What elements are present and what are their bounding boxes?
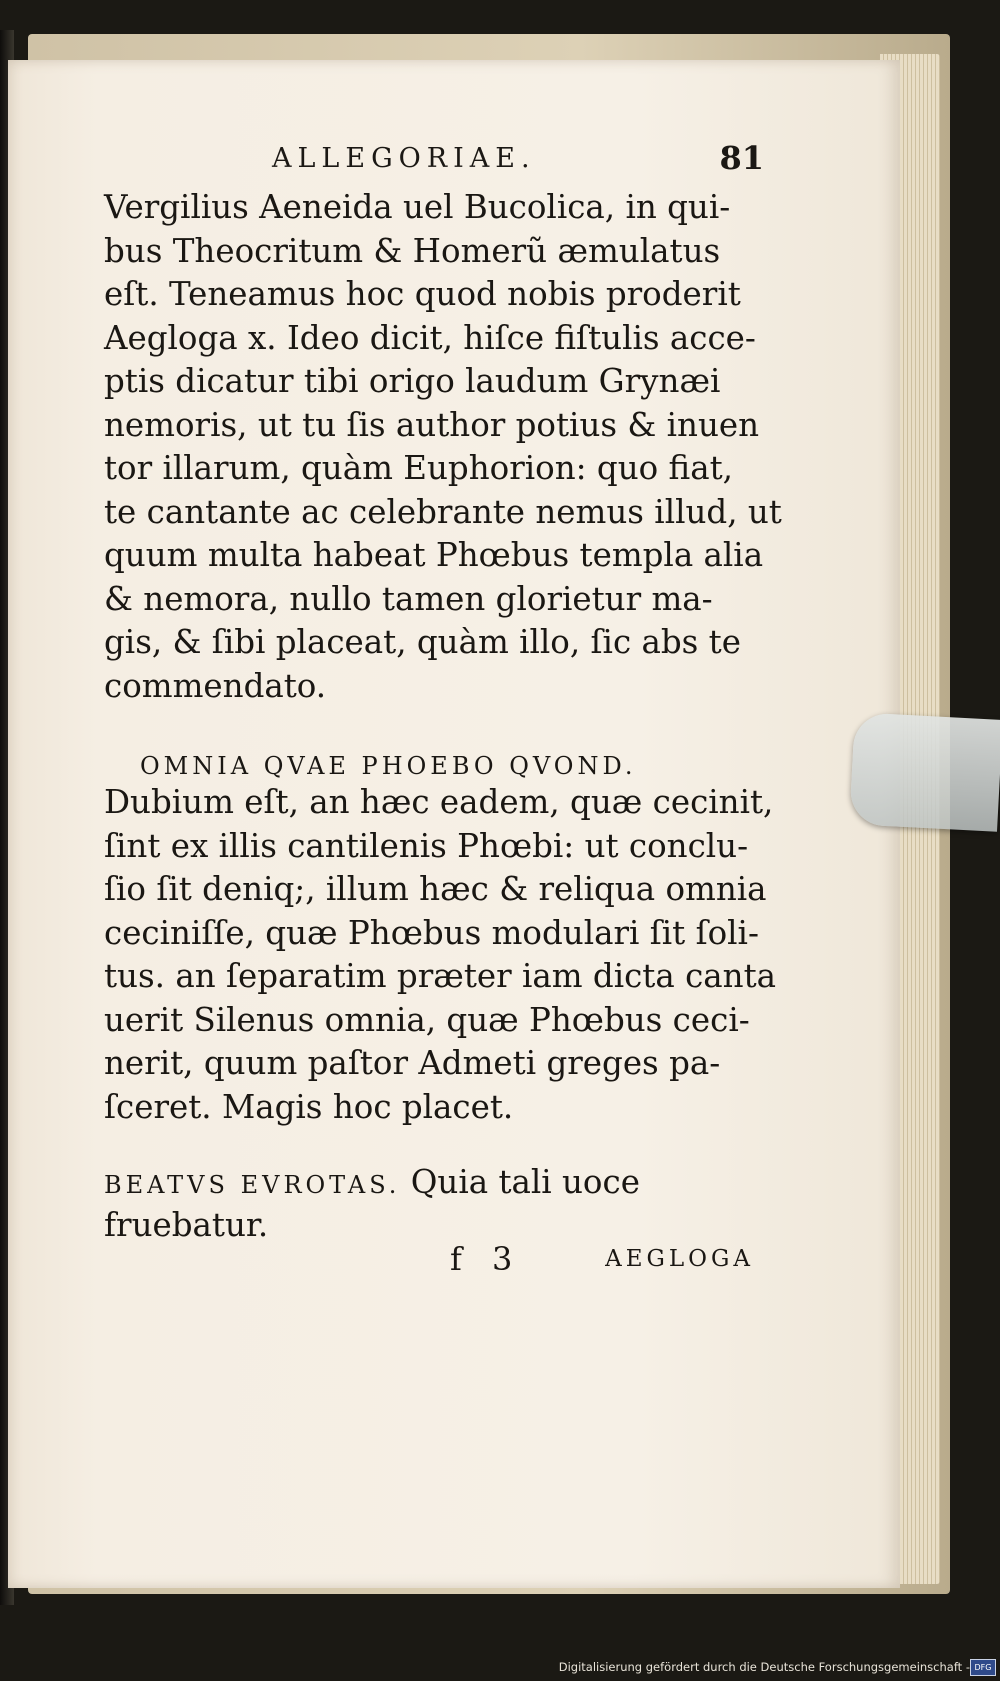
text-line: eſt. Teneamus hoc quod nobis proderit xyxy=(104,275,741,313)
lemma-heading: OMNIA QVAE PHOEBO QVOND. xyxy=(140,752,637,780)
text-line: fruebatur. xyxy=(104,1206,269,1244)
lemma-line xyxy=(104,1162,640,1205)
page-clip-bookmark xyxy=(849,712,1000,832)
text-line: gis, & ſibi placeat, quàm illo, ſic abs te xyxy=(104,623,741,661)
text-line: nemoris, ut tu ſis author potius & inuen xyxy=(104,406,760,444)
lemma-heading: BEATVS EVROTAS. xyxy=(104,1171,401,1199)
text-line: ceciniſſe, quæ Phœbus modulari ſit ſoli- xyxy=(104,914,759,952)
signature-mark: f 3 xyxy=(450,1240,523,1278)
page-footer xyxy=(104,1240,764,1280)
text-line: uerit Silenus omnia, quæ Phœbus ceci- xyxy=(104,1001,750,1039)
dfg-logo: DFG xyxy=(970,1659,996,1676)
running-head xyxy=(104,139,764,183)
lemma-text: Quia tali uoce xyxy=(400,1163,640,1201)
text-line: ſceret. Magis hoc placet. xyxy=(104,1088,514,1126)
text-line: te cantante ac celebrante nemus illud, ut xyxy=(104,493,782,531)
digitization-credit: Digitalisierung gefördert durch die Deutsche Forschungsgemeinschaft - xyxy=(558,1660,970,1674)
text-line: & nemora, nullo tamen glorietur ma- xyxy=(104,580,713,618)
text-line: bus Theocritum & Homerũ æmulatus xyxy=(104,232,721,270)
text-line: ptis dicatur tibi origo laudum Grynæi xyxy=(104,362,721,400)
text-line: nerit, quum paſtor Admeti greges pa- xyxy=(104,1044,721,1082)
text-line: commendato. xyxy=(104,667,327,705)
text-line: tus. an ſeparatim præter iam dicta canta xyxy=(104,957,777,995)
catchword: AEGLOGA xyxy=(605,1246,754,1272)
text-line: ſio ſit deniq;, illum hæc & reliqua omnia xyxy=(104,870,767,908)
text-line: quum multa habeat Phœbus templa alia xyxy=(104,536,764,574)
text-line: Vergilius Aeneida uel Bucolica, in qui- xyxy=(104,188,731,226)
text-line: Dubium eſt, an hæc eadem, quæ cecinit, xyxy=(104,783,774,821)
text-line: ſint ex illis cantilenis Phœbi: ut conclu- xyxy=(104,827,749,865)
credit-bar xyxy=(0,1656,1000,1681)
running-title: ALLEGORIAE. xyxy=(272,143,536,174)
text-line: tor illarum, quàm Euphorion: quo fiat, xyxy=(104,449,734,487)
text-line: Aegloga x. Ideo dicit, hiſce fiſtulis acce- xyxy=(104,319,756,357)
page-number: 81 xyxy=(719,139,764,177)
